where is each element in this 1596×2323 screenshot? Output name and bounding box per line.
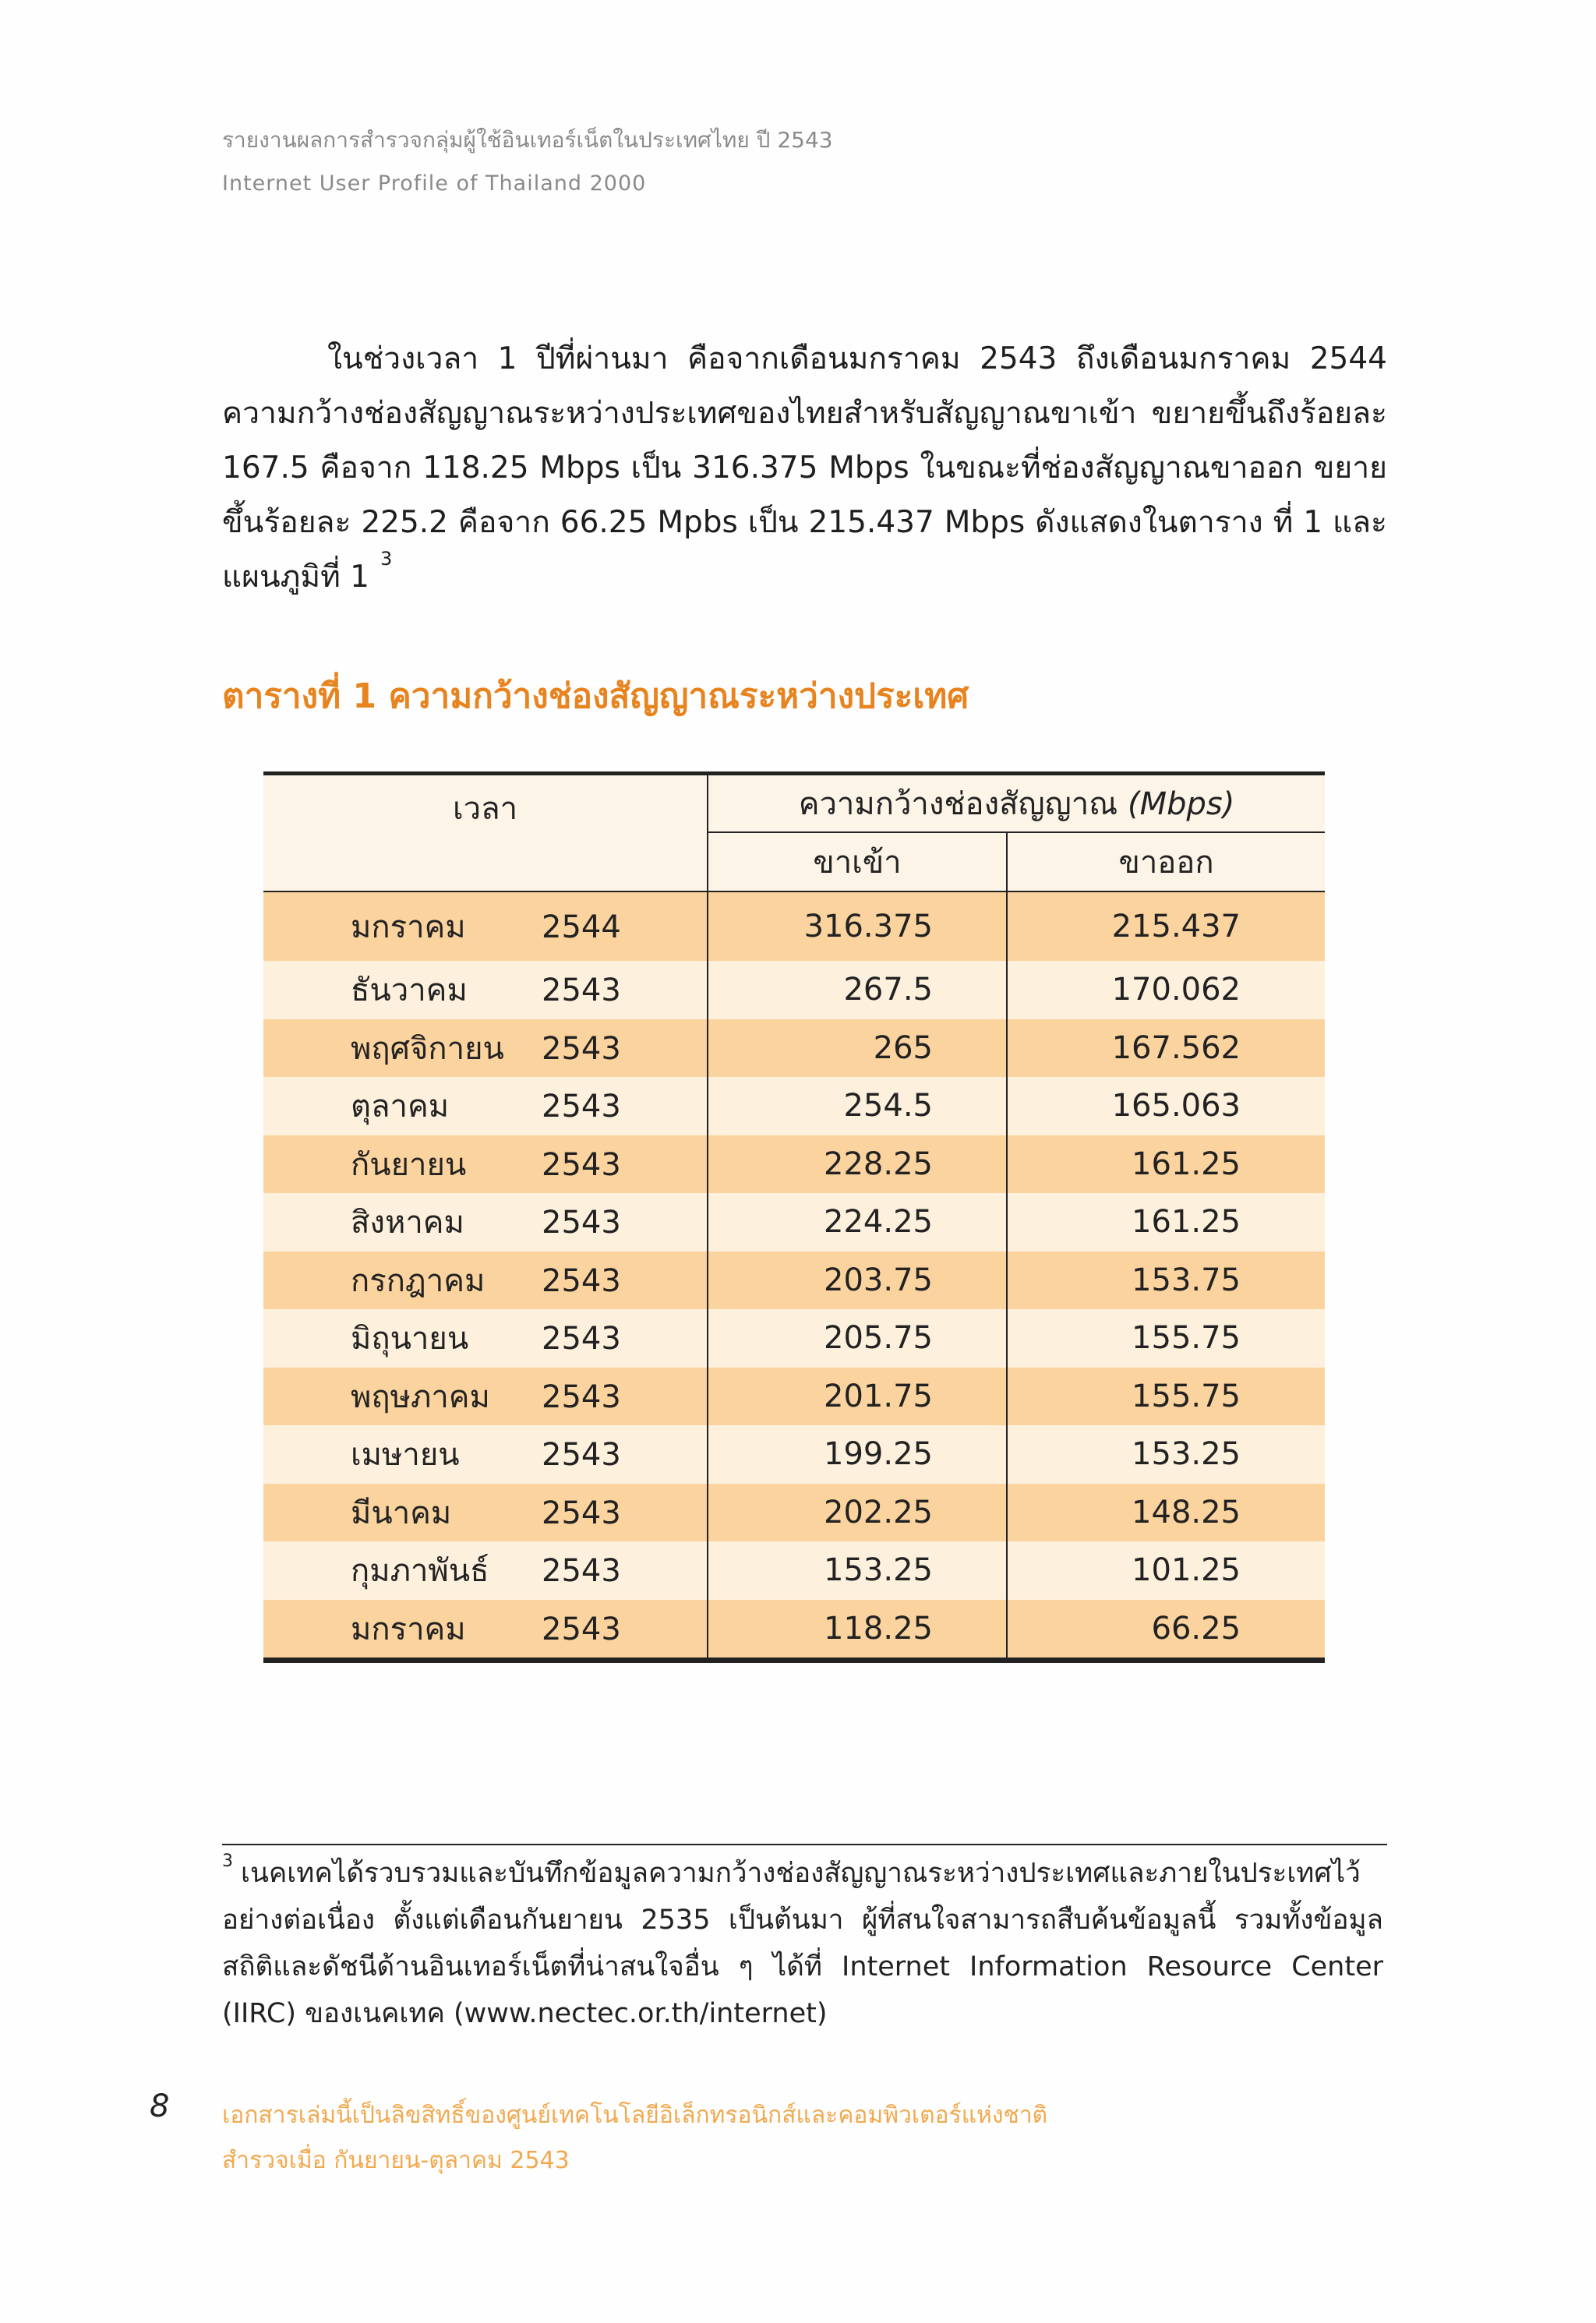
cell-outbound: 215.437 <box>1007 891 1325 961</box>
cell-year: 2543 <box>542 1146 621 1183</box>
cell-month: เมษายน <box>351 1437 460 1474</box>
page-footer <box>222 2093 1047 2184</box>
cell-month: ธันวาคม <box>351 973 468 1009</box>
cell-inbound: 118.25 <box>708 1600 1007 1661</box>
table-row <box>263 1368 1325 1426</box>
cell-month: มกราคม <box>351 1611 466 1647</box>
cell-outbound: 155.75 <box>1007 1368 1325 1426</box>
cell-month: พฤษภาคม <box>351 1379 490 1415</box>
table-row <box>263 1425 1325 1484</box>
cell-time <box>263 1368 708 1426</box>
cell-time <box>263 1600 708 1661</box>
table-row <box>263 1077 1325 1135</box>
cell-inbound: 202.25 <box>708 1484 1007 1542</box>
cell-outbound: 155.75 <box>1007 1309 1325 1368</box>
column-header-time-label: เวลา <box>452 791 518 827</box>
cell-inbound: 203.75 <box>708 1252 1007 1310</box>
footnote-number: 3 <box>222 1852 233 1871</box>
cell-inbound: 153.25 <box>708 1541 1007 1600</box>
footnote-ref: 3 <box>380 548 393 570</box>
footnote-divider <box>222 1844 1387 1845</box>
cell-year: 2543 <box>542 1262 621 1299</box>
cell-outbound: 161.25 <box>1007 1193 1325 1252</box>
column-header-inbound: ขาเข้า <box>708 832 1007 891</box>
cell-outbound: 167.562 <box>1007 1019 1325 1078</box>
page-number: 8 <box>150 2088 170 2124</box>
table-row <box>263 1541 1325 1600</box>
cell-year: 2543 <box>542 1495 621 1531</box>
cell-inbound: 316.375 <box>708 891 1007 961</box>
cell-year: 2543 <box>542 1321 621 1357</box>
cell-month: กรกฎาคม <box>351 1262 486 1299</box>
cell-year: 2543 <box>542 1205 621 1241</box>
cell-year: 2544 <box>542 909 621 945</box>
cell-outbound: 66.25 <box>1007 1600 1325 1661</box>
cell-month: พฤศจิกายน <box>351 1030 504 1067</box>
intro-paragraph <box>222 332 1387 605</box>
cell-time <box>263 1019 708 1078</box>
intro-text: ในช่วงเวลา 1 ปีที่ผ่านมา คือจากเดือนมกราคม 2543 ถึงเดือนมกราคม 2544 ความกว้างช่องสัญญาณระหว่างประเทศของไทยสำหรับสัญญาณขาเข้า ขยายขึ้นถึงร้อยละ 167.5 คือจาก 118.25 Mbps เป็น 316.375 Mbps ในขณะที่ช่องสัญญาณขาออก ขยายขึ้นร้อยละ 225.2 คือจาก 66.25 Mpbs เป็น 215.437 Mbps ดังแสดงในตาราง ที่ 1 และแผนภูมิที่ 1 <box>222 341 1387 595</box>
cell-year: 2543 <box>542 1437 621 1474</box>
cell-year: 2543 <box>542 1379 621 1415</box>
cell-time <box>263 1252 708 1310</box>
header-title-thai: รายงานผลการสำรวจกลุ่มผู้ใช้อินเทอร์เน็ตในประเทศไทย ปี 2543 <box>222 127 833 153</box>
cell-outbound: 170.062 <box>1007 961 1325 1019</box>
table-row <box>263 1252 1325 1310</box>
table-caption: ตารางที่ 1 ความกว้างช่องสัญญาณระหว่างประเทศ <box>222 676 969 716</box>
cell-inbound: 199.25 <box>708 1425 1007 1484</box>
cell-year: 2543 <box>542 973 621 1009</box>
cell-time <box>263 1541 708 1600</box>
cell-month: ตุลาคม <box>351 1089 450 1125</box>
column-header-bandwidth-label: ความกว้างช่องสัญญาณ <box>798 786 1118 822</box>
cell-time <box>263 891 708 961</box>
cell-inbound: 205.75 <box>708 1309 1007 1368</box>
cell-month: มิถุนายน <box>351 1321 469 1357</box>
table-row <box>263 1019 1325 1078</box>
cell-month: มกราคม <box>351 909 466 945</box>
header-title-english: Internet User Profile of Thailand 2000 <box>222 171 647 196</box>
cell-inbound: 267.5 <box>708 961 1007 1019</box>
cell-year: 2543 <box>542 1089 621 1125</box>
table-row <box>263 1309 1325 1368</box>
column-header-bandwidth <box>708 774 1325 833</box>
table-row <box>263 1600 1325 1661</box>
table-row <box>263 1135 1325 1194</box>
column-header-bandwidth-unit: (Mbps) <box>1127 786 1235 822</box>
cell-inbound: 254.5 <box>708 1077 1007 1135</box>
cell-outbound: 165.063 <box>1007 1077 1325 1135</box>
running-header <box>222 118 833 206</box>
table-row <box>263 961 1325 1019</box>
cell-outbound: 101.25 <box>1007 1541 1325 1600</box>
cell-inbound: 224.25 <box>708 1193 1007 1252</box>
cell-time <box>263 1425 708 1484</box>
cell-outbound: 161.25 <box>1007 1135 1325 1194</box>
cell-month: กุมภาพันธ์ <box>351 1553 489 1590</box>
cell-month: สิงหาคม <box>351 1205 464 1241</box>
cell-outbound: 148.25 <box>1007 1484 1325 1542</box>
footnote <box>222 1850 1383 2037</box>
cell-month: กันยายน <box>351 1146 467 1183</box>
cell-time <box>263 961 708 1019</box>
bandwidth-table <box>263 771 1325 1663</box>
cell-time <box>263 1193 708 1252</box>
footer-copyright: เอกสารเล่มนี้เป็นลิขสิทธิ์ของศูนย์เทคโนโลยีอิเล็กทรอนิกส์และคอมพิวเตอร์แห่งชาติ <box>222 2102 1048 2129</box>
cell-outbound: 153.25 <box>1007 1425 1325 1484</box>
column-header-time <box>263 774 708 892</box>
column-header-outbound: ขาออก <box>1007 832 1325 891</box>
cell-time <box>263 1484 708 1542</box>
footnote-text: เนคเทคได้รวบรวมและบันทึกข้อมูลความกว้างช่องสัญญาณระหว่างประเทศและภายในประเทศไว้อย่างต่อเนื่อง ตั้งแต่เดือนกันยายน 2535 เป็นต้นมา ผู้ที่สนใจสามารถสืบค้นข้อมูลนี้ รวมทั้งข้อมูลสถิติและดัชนีด้านอินเทอร์เน็ตที่น่าสนใจอื่น ๆ ได้ที่ Internet Information Resource Center (IIRC) ของเนคเทค (www.nectec.or.th/internet) <box>222 1858 1383 2029</box>
table-row <box>263 1484 1325 1542</box>
cell-outbound: 153.75 <box>1007 1252 1325 1310</box>
cell-month: มีนาคม <box>351 1495 452 1531</box>
cell-inbound: 265 <box>708 1019 1007 1078</box>
cell-year: 2543 <box>542 1553 621 1590</box>
cell-year: 2543 <box>542 1030 621 1067</box>
table-body <box>263 891 1325 1661</box>
table-row <box>263 891 1325 961</box>
cell-inbound: 201.75 <box>708 1368 1007 1426</box>
cell-time <box>263 1077 708 1135</box>
footer-survey-date: สำรวจเมื่อ กันยายน-ตุลาคม 2543 <box>222 2147 570 2174</box>
cell-time <box>263 1135 708 1194</box>
cell-year: 2543 <box>542 1611 621 1647</box>
table-row <box>263 1193 1325 1252</box>
cell-inbound: 228.25 <box>708 1135 1007 1194</box>
cell-time <box>263 1309 708 1368</box>
